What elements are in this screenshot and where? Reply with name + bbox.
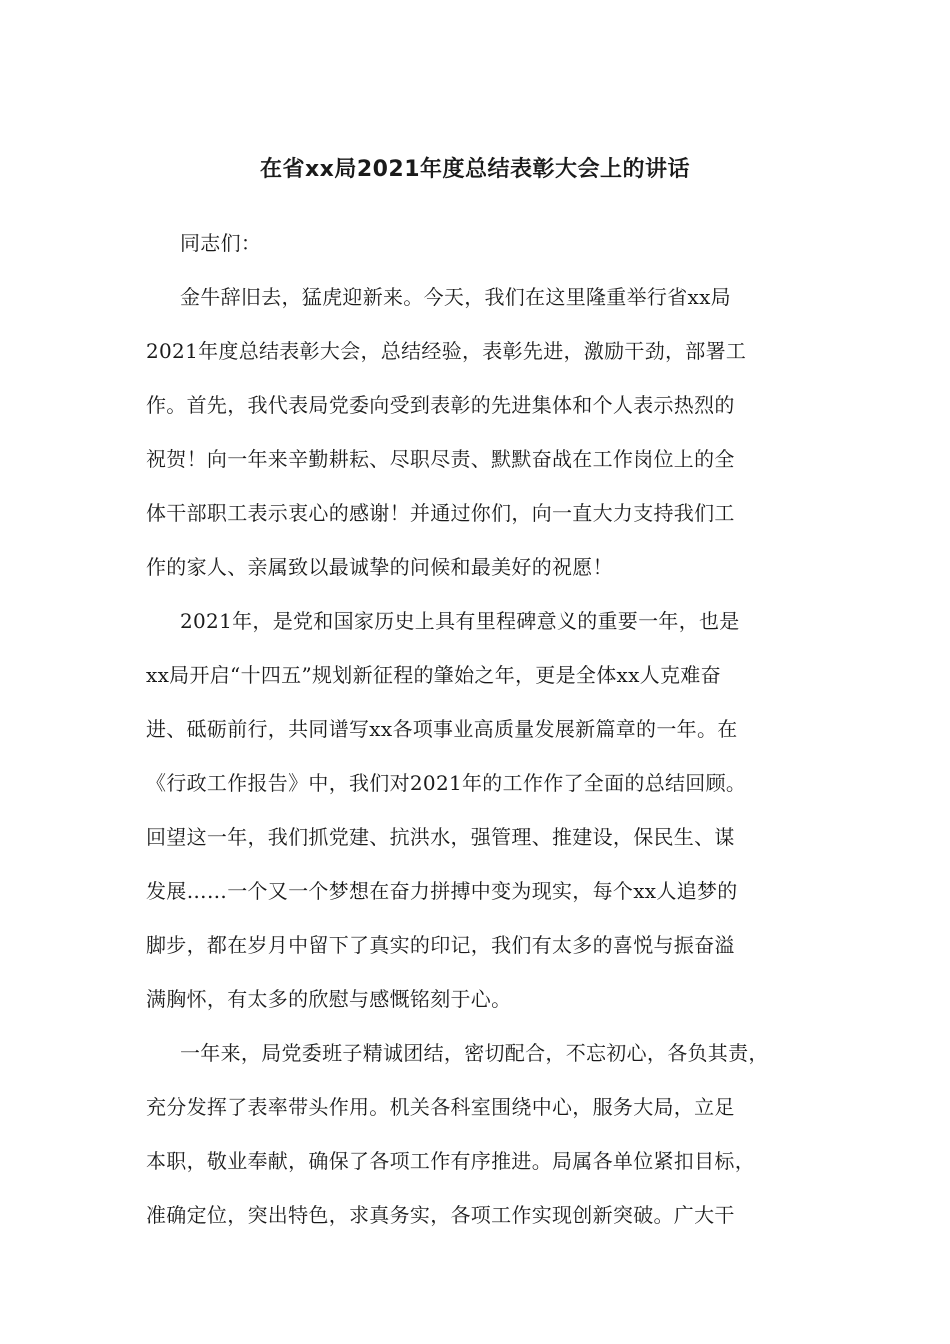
paragraph-line: 进、砥砺前行，共同谱写xx各项事业高质量发展新篇章的一年。在: [146, 717, 738, 741]
paragraph-line: xx局开启“十四五”规划新征程的肇始之年，更是全体xx人克难奋: [146, 663, 721, 687]
document-title: 在省xx局2021年度总结表彰大会上的讲话: [259, 157, 691, 182]
paragraph-line: 作。首先，我代表局党委向受到表彰的先进集体和个人表示热烈的: [146, 393, 735, 417]
paragraph-line: 脚步，都在岁月中留下了真实的印记，我们有太多的喜悦与振奋溢: [146, 933, 735, 957]
paragraph-line: 金牛辞旧去，猛虎迎新来。今天，我们在这里隆重举行省xx局: [180, 285, 731, 309]
paragraph-line: 2021年，是党和国家历史上具有里程碑意义的重要一年，也是: [180, 609, 740, 633]
paragraph-line: 回望这一年，我们抓党建、抗洪水，强管理、推建设，保民生、谋: [146, 825, 735, 849]
salutation-line: 同志们：: [180, 231, 262, 255]
paragraph-line: 充分发挥了表率带头作用。机关各科室围绕中心，服务大局，立足: [146, 1095, 735, 1119]
paragraph-line: 本职，敬业奉献，确保了各项工作有序推进。局属各单位紧扣目标，: [146, 1149, 755, 1173]
paragraph-line: 《行政工作报告》中，我们对2021年的工作作了全面的总结回顾。: [146, 771, 747, 795]
paragraph-line: 作的家人、亲属致以最诚挚的问候和最美好的祝愿！: [146, 555, 613, 579]
document-body: [146, 216, 814, 1242]
paragraph-line: 发展……一个又一个梦想在奋力拼搏中变为现实，每个xx人追梦的: [146, 879, 738, 903]
paragraph-line: 祝贺！向一年来辛勤耕耘、尽职尽责、默默奋战在工作岗位上的全: [146, 447, 735, 471]
paragraph-line: 2021年度总结表彰大会，总结经验，表彰先进，激励干劲，部署工: [146, 339, 747, 363]
paragraph-line: 体干部职工表示衷心的感谢！并通过你们，向一直大力支持我们工: [146, 501, 735, 525]
paragraph-line: 准确定位，突出特色，求真务实，各项工作实现创新突破。广大干: [146, 1203, 735, 1227]
paragraph-line: 满胸怀，有太多的欣慰与感慨铭刻于心。: [146, 987, 512, 1011]
paragraph-line: 一年来，局党委班子精诚团结，密切配合，不忘初心，各负其责，: [180, 1041, 769, 1065]
